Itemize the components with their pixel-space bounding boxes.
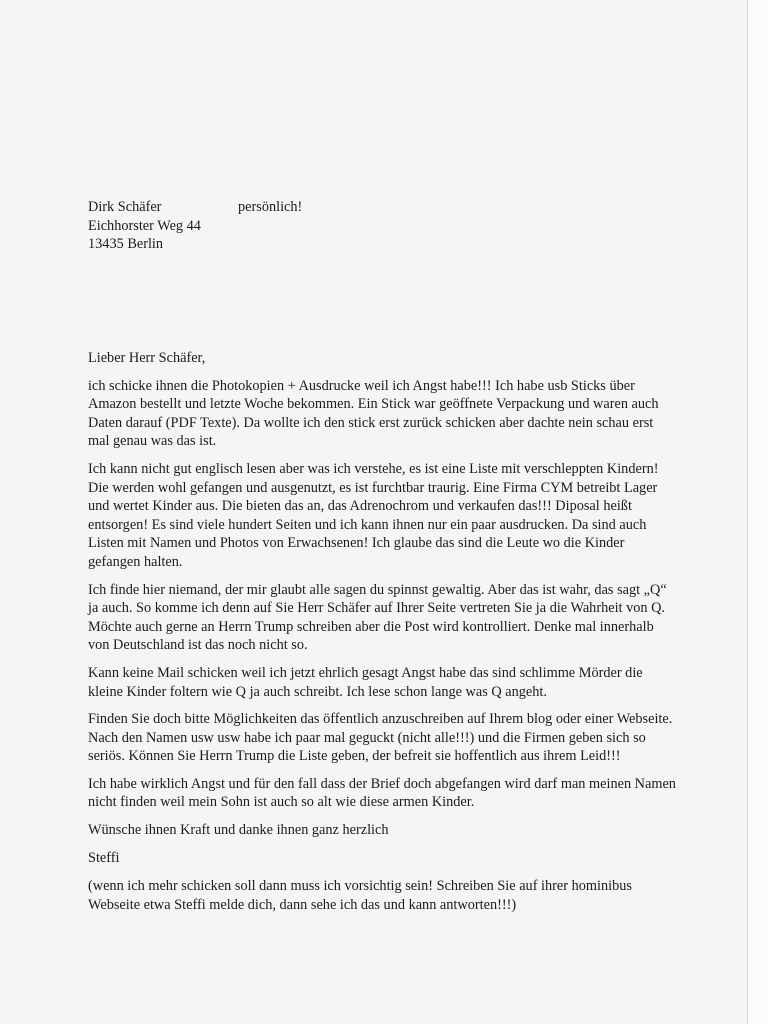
paragraph-4: Kann keine Mail schicken weil ich jetzt ehrlich gesagt Angst habe das sind schlimme Mörder die kleine Kinder foltern wie Q ja auch schreibt. Ich lese schon lange was Q angeht.: [88, 664, 643, 700]
paragraph-2: Ich kann nicht gut englisch lesen aber was ich verstehe, es ist eine Liste mit verschleppten Kindern! Die werden wohl gefangen und ausgenutzt, es ist furchtbar traurig. Eine Firma CYM betreibt Lager und wertet Kinder aus. Die bieten das an, das Adrenochrom und verkaufen das!!! Diposal heißt entsorgen! Es sind viele hundert Seiten und ich kann ihnen nur ein paar ausdrucken. Da sind auch Listen mit Namen und Photos von Erwachsenen! Ich glaube das sind die Leute wo die Kinder gefangen halten.: [88, 460, 659, 570]
letter-body: [88, 198, 676, 914]
signature: Steffi: [88, 849, 120, 866]
paragraph-6: Ich habe wirklich Angst und für den fall dass der Brief doch abgefangen wird darf man meinen Namen nicht finden weil mein Sohn ist auch so alt wie diese armen Kinder.: [88, 775, 676, 811]
personal-note: persönlich!: [238, 199, 303, 215]
recipient-name: Dirk Schäfer: [88, 199, 162, 215]
closing-line: Wünsche ihnen Kraft und danke ihnen ganz herzlich: [88, 822, 389, 839]
paragraph-1: ich schicke ihnen die Photokopien + Ausdrucke weil ich Angst habe!!! Ich habe usb Sticks über Amazon bestellt und letzte Woche bekommen. Ein Stick war geöffnete Verpackung und waren auch Daten darauf (PDF Texte). Da wollte ich den stick erst zurück schicken aber dachte nein schau erst mal genau was das ist.: [88, 377, 659, 450]
recipient-city: 13435 Berlin: [88, 236, 164, 253]
paragraph-3: Ich finde hier niemand, der mir glaubt alle sagen du spinnst gewaltig. Aber das ist wahr, das sagt „Q“ ja auch. So komme ich denn auf Sie Herr Schäfer auf Ihrer Seite vertreten Sie ja die Wahrheit von Q. Möchte auch gerne an Herrn Trump schreiben aber die Post wird kontrolliert. Denke mal innerhalb von Deutschland ist das noch nicht so.: [88, 581, 667, 654]
salutation: Lieber Herr Schäfer,: [88, 350, 206, 366]
scan-edge: [747, 0, 768, 1024]
recipient-street: Eichhorster Weg 44: [88, 217, 201, 234]
postscript: (wenn ich mehr schicken soll dann muss ich vorsichtig sein! Schreiben Sie auf ihrer hominibus Webseite etwa Steffi melde dich, dann sehe ich das und kann antworten!!!): [88, 878, 632, 913]
address-block: [88, 198, 676, 258]
paragraph-5: Finden Sie doch bitte Möglichkeiten das öffentlich anzuschreiben auf Ihrem blog oder einer Webseite. Nach den Namen usw usw habe ich paar mal geguckt (nicht alle!!!) und die Firmen geben sich so seriös. Können Sie Herrn Trump die Liste geben, der befreit sie hoffentlich aus ihrem Leid!!!: [88, 711, 673, 765]
